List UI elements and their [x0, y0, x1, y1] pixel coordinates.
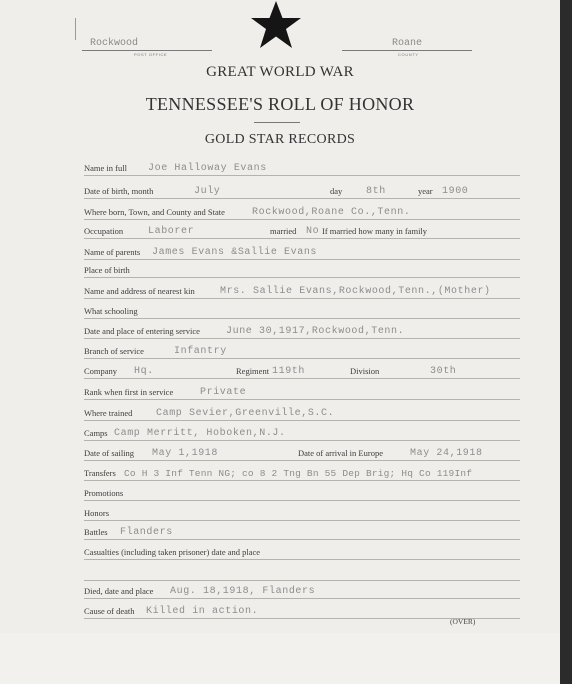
honors-label: Honors	[84, 508, 110, 518]
post-office-line	[82, 50, 212, 51]
row-born	[84, 201, 520, 220]
rank-value: Private	[200, 387, 247, 398]
occupation-value: Laborer	[148, 226, 195, 237]
row-birth	[84, 180, 520, 199]
row-parents-birth	[84, 259, 520, 278]
birth-year-label: year	[418, 186, 433, 196]
branch-label: Branch of service	[84, 346, 144, 356]
row-blank	[84, 562, 520, 581]
promotions-label: Promotions	[84, 488, 124, 498]
married-label: married	[270, 226, 297, 236]
transfers-value: Co H 3 Inf Tenn NG; co 8 2 Tng Bn 55 Dep Brig; Hq Co 119Inf	[124, 468, 473, 479]
rank-label: Rank when first in service	[84, 387, 174, 397]
born-label: Where born, Town, and County and State	[84, 207, 225, 217]
kin-label: Name and address of nearest kin	[84, 286, 195, 296]
kin-value: Mrs. Sallie Evans,Rockwood,Tenn.,(Mother)	[220, 286, 491, 297]
birth-year-value: 1900	[442, 186, 469, 197]
county-caption: COUNTY	[398, 52, 419, 57]
row-name	[84, 157, 520, 176]
card-bottom-margin	[0, 633, 560, 684]
title-great-world-war: GREAT WORLD WAR	[206, 64, 354, 80]
row-casualties	[84, 541, 520, 560]
trained-value: Camp Sevier,Greenville,S.C.	[156, 408, 335, 419]
entering-label: Date and place of entering service	[84, 326, 200, 336]
born-value: Rockwood,Roane Co.,Tenn.	[252, 207, 411, 218]
title-roll-of-honor: TENNESSEE'S ROLL OF HONOR	[145, 94, 415, 114]
transfers-label: Transfers	[84, 468, 116, 478]
row-rank	[84, 381, 520, 400]
over-note: (OVER)	[450, 617, 476, 626]
occupation-label: Occupation	[84, 226, 124, 236]
margin-mark	[75, 18, 76, 40]
name-label: Name in full	[84, 163, 127, 173]
title-gold-star-records: GOLD STAR RECORDS	[204, 132, 356, 147]
row-camps	[84, 422, 520, 441]
name-value: Joe Halloway Evans	[148, 163, 267, 174]
row-kin	[84, 280, 520, 299]
county-line	[342, 50, 472, 51]
battles-label: Battles	[84, 527, 108, 537]
company-label: Company	[84, 366, 118, 376]
row-unit	[84, 360, 520, 379]
parents-value: James Evans &Sallie Evans	[152, 247, 318, 258]
branch-value: Infantry	[174, 346, 227, 357]
row-sailing	[84, 442, 520, 461]
scan-edge	[560, 0, 572, 684]
cause-label: Cause of death	[84, 606, 135, 616]
row-occupation	[84, 220, 520, 239]
died-value: Aug. 18,1918, Flanders	[170, 586, 316, 597]
company-value: Hq.	[134, 366, 154, 377]
parents-label: Name of parents	[84, 247, 141, 257]
trained-label: Where trained	[84, 408, 133, 418]
birth-day-value: 8th	[366, 186, 386, 197]
gold-star-icon	[249, 0, 303, 50]
sailing-value: May 1,1918	[152, 448, 219, 459]
arrival-value: May 24,1918	[410, 448, 483, 459]
regiment-value: 119th	[272, 366, 306, 377]
regiment-label: Regiment	[236, 366, 270, 376]
entering-value: June 30,1917,Rockwood,Tenn.	[226, 326, 405, 337]
birth-month-label: Date of birth, month	[84, 186, 154, 196]
casualties-label: Casualties (including taken prisoner) date and place	[84, 547, 261, 557]
died-label: Died, date and place	[84, 586, 154, 596]
row-died	[84, 580, 520, 599]
row-promotions	[84, 482, 520, 501]
camps-label: Camps	[84, 428, 108, 438]
parents-birth-label: Place of birth	[84, 265, 130, 275]
row-entering	[84, 320, 520, 339]
row-transfers	[84, 462, 520, 481]
row-honors	[84, 502, 520, 521]
arrival-label: Date of arrival in Europe	[298, 448, 383, 458]
married-value: No	[306, 226, 320, 237]
schooling-label: What schooling	[84, 306, 138, 316]
birth-day-label: day	[330, 186, 343, 196]
row-parents	[84, 241, 520, 260]
battles-value: Flanders	[120, 527, 173, 538]
sailing-label: Date of sailing	[84, 448, 135, 458]
division-value: 30th	[430, 366, 457, 377]
camps-value: Camp Merritt, Hoboken,N.J.	[114, 428, 286, 439]
title-divider	[254, 122, 300, 123]
family-label: If married how many in family	[322, 226, 428, 236]
row-branch	[84, 340, 520, 359]
row-trained	[84, 402, 520, 421]
post-office-caption: POST OFFICE	[134, 52, 168, 57]
cause-value: Killed in action.	[146, 606, 259, 617]
birth-month-value: July	[194, 186, 221, 197]
division-label: Division	[350, 366, 380, 376]
county-value: Roane	[392, 38, 423, 49]
post-office-value: Rockwood	[90, 38, 139, 49]
row-schooling	[84, 300, 520, 319]
row-battles	[84, 521, 520, 540]
